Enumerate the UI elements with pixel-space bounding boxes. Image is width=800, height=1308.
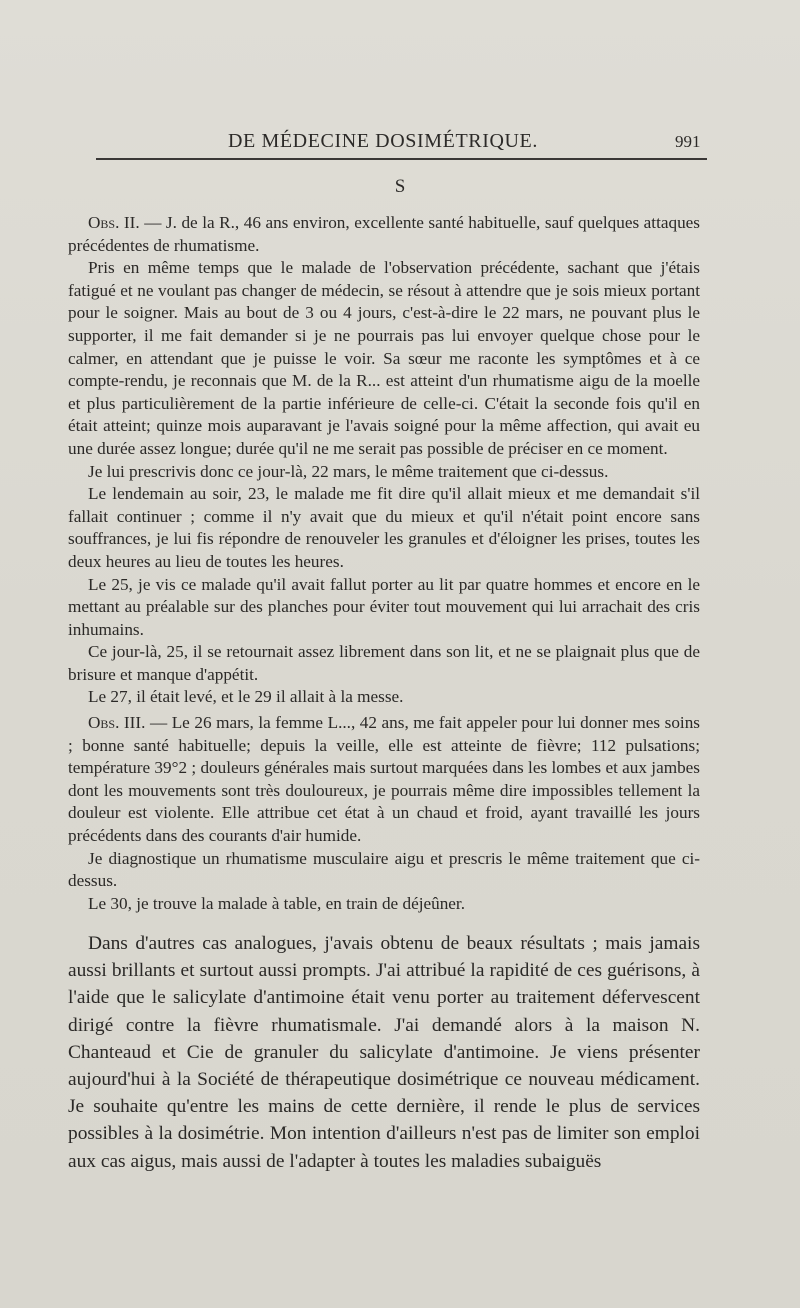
running-header xyxy=(0,130,800,160)
observation-2 xyxy=(68,212,700,709)
obs2-paragraph: Le 25, je vis ce malade qu'il avait fallut porter au lit par quatre hommes et encore en le mettant au préalable sur des planches pour éviter tout mouvement qui lui arrachait des cris inhumains. xyxy=(68,574,700,639)
obs2-paragraph: Le lendemain au soir, 23, le malade me fit dire qu'il allait mieux et me demandait s'il fallait continuer ; comme il n'y avait que du mieux et qu'il n'était point encore sans souffrances, je lui fis répondre de renouveler les granules et d'éloigner les prises, toutes les deux heures au lieu de toutes les heures. xyxy=(68,484,700,571)
obs3-paragraph: Le 30, je trouve la malade à table, en train de déjeûner. xyxy=(88,893,465,913)
conclusion-paragraph: Dans d'autres cas analogues, j'avais obtenu de beaux résultats ; mais jamais aussi brillants et surtout aussi prompts. J'ai attribué la rapidité de ces guérisons, à l'aide que le salicylate d'antimoine était venu porter au traitement défervescent dirigé contre la fièvre rhumatismale. J'ai demandé alors à la maison N. Chanteaud et Cie de granuler du salicylate d'antimoine. Je viens présenter aujourd'hui à la Société de thérapeutique dosimétrique ce nouveau médicament. Je souhaite qu'entre les mains de cette dernière, il rende le plus de services possibles à la dosimétrie. Mon intention d'ailleurs n'est pas de limiter son emploi aux cas aigus, mais aussi de l'adapter à toutes les maladies subaiguës xyxy=(68,933,700,1172)
obs2-paragraph: Le 27, il était levé, et le 29 il allait à la messe. xyxy=(88,687,404,707)
header-title: DE MÉDECINE DOSIMÉTRIQUE. xyxy=(228,130,538,152)
conclusion xyxy=(68,930,700,1175)
obs3-paragraph: Je diagnostique un rhumatisme musculaire aigu et prescris le même traitement que ci-dessus. xyxy=(68,848,700,891)
page-number: 991 xyxy=(675,132,701,151)
section-mark: S xyxy=(394,176,406,197)
obs2-lead-paragraph xyxy=(68,212,700,257)
obs2-label: Obs. II. xyxy=(88,213,140,232)
obs2-paragraph: Pris en même temps que le malade de l'observation précédente, sachant que j'étais fatigué et ne voulant pas changer de médecin, se résout à attendre que je sois mieux portant pour le soigner. Mais au bout de 3 ou 4 jours, c'est-à-dire le 22 mars, ne pouvant plus le supporter, il me fait demander si je ne pourrais pas lui envoyer quelque chose pour le calmer, en attendant que je puisse le voir. Sa sœur me raconte les symptômes et à ce compte-rendu, je reconnais que M. de la R... est atteint d'un rhumatisme aigu de la moelle et plus particulièrement de la partie inférieure de celle-ci. C'était la seconde fois qu'il en était atteint; quinze mois auparavant je l'avais soigné pour la même affection, qui avait eu une durée assez longue; durée qu'il ne me serait pas possible de préciser en ce moment. xyxy=(68,258,700,458)
header-rule xyxy=(96,158,707,160)
obs2-paragraph: Je lui prescrivis donc ce jour-là, 22 mars, le même traitement que ci-dessus. xyxy=(88,461,609,481)
obs3-lead-paragraph xyxy=(68,712,700,848)
obs3-label: Obs. III. xyxy=(88,713,146,732)
obs2-lead: — J. de la R., 46 ans environ, excellente santé habituelle, sauf quelques attaques précédentes de rhumatisme. xyxy=(68,213,700,255)
observation-3 xyxy=(68,712,700,915)
obs2-paragraph: Ce jour-là, 25, il se retournait assez librement dans son lit, et ne se plaignait plus que de brisure et manque d'appétit. xyxy=(68,642,700,684)
obs3-lead: — Le 26 mars, la femme L..., 42 ans, me fait appeler pour lui donner mes soins ; bonne santé habituelle; depuis la veille, elle est atteinte de fièvre; 112 pulsations; température 39°2 ; douleurs générales mais surtout marquées dans les lombes et aux jambes dont les mouvements sont très douloureux, je pourrais même dire impossibles tellement la douleur est violente. Elle attribue cet état à un chaud et froid, ayant travaillé les jours précédents dans des courants d'air humide. xyxy=(68,713,700,845)
